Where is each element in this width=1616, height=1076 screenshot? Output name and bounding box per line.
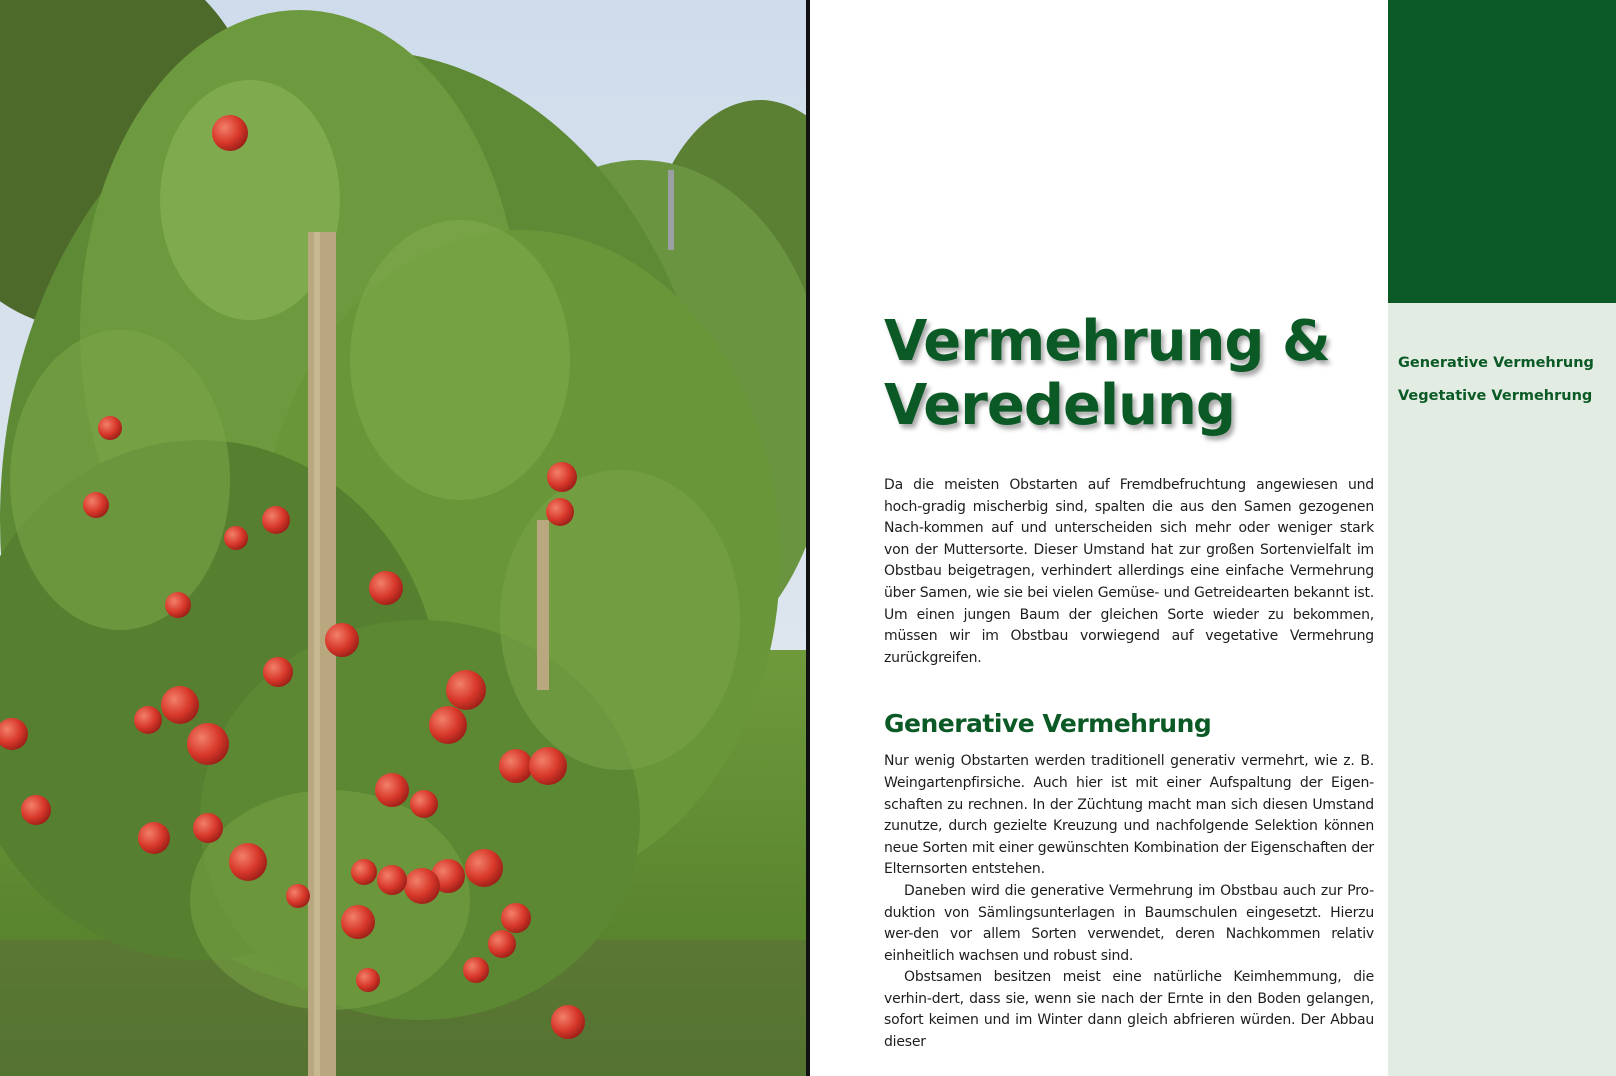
chapter-title (884, 310, 1374, 438)
chapter-title-line-1: Vermehrung & (884, 309, 1330, 374)
section-heading: Generative Vermehrung (884, 709, 1212, 739)
page-divider (806, 0, 810, 1076)
nav-item-generative-vermehrung[interactable]: Generative Vermehrung (1398, 355, 1594, 371)
intro-paragraph: Da die meisten Obstarten auf Fremdbefruchtung angewiesen und hoch-gradig mischerbig sind, spalten die aus den Samen gezogenen Nach-kommen auf und unterscheiden sich mehr oder weniger stark von der Muttersorte. Dieser Umstand hat zur großen Sortenvielfalt im Obstbau beigetragen, verhindert allerdings eine einfache Vermehrung über Samen, wie sie bei vielen Gemüse- und Getreidearten bekannt ist. Um einen jungen Baum der gleichen Sorte wieder zu bekommen, müssen wir im Obstbau vorwiegend auf vegetative Vermehrung zurückgreifen. (884, 477, 1374, 666)
chapter-title-line-2: Veredelung (884, 373, 1235, 438)
section-paragraph-1: Nur wenig Obstarten werden traditionell generativ vermehrt, wie z. B. Weingartenpfirsiche. Auch hier ist mit einer Aufspaltung der Eigen-schaften zu rechnen. In der Züchtung macht man sich diesen Umstand zunutze, durch gezielte Kreuzung und nachfolgende Selektion können neue Sorten mit einer gewünschten Kombination der Eigenschaften der Elternsorten entstehen. (884, 753, 1374, 878)
main-content (884, 310, 1374, 1054)
section-navigation (1398, 353, 1594, 419)
section-paragraph-3: Obstsamen besitzen meist eine natürliche Keimhemmung, die verhin-dert, dass sie, wenn sie nach der Ernte in den Boden gelangen, sofort keimen und im Winter dann gleich abfrieren würden. Der Abbau dieser (884, 969, 1374, 1051)
section-paragraph-2: Daneben wird die generative Vermehrung im Obstbau auch zur Pro-duktion von Sämlingsunterlagen in Baumschulen eingesetzt. Hierzu wer-den vor allem Sorten verwendet, deren Nachkommen relativ einheitlich wachsen und robust sind. (884, 882, 1374, 964)
orchard-photo-illustration (0, 0, 806, 1076)
nav-item-vegetative-vermehrung[interactable]: Vegetative Vermehrung (1398, 388, 1593, 404)
sidebar-color-block (1388, 0, 1616, 303)
orchard-photo (0, 0, 806, 1076)
sidebar (1388, 303, 1616, 1076)
